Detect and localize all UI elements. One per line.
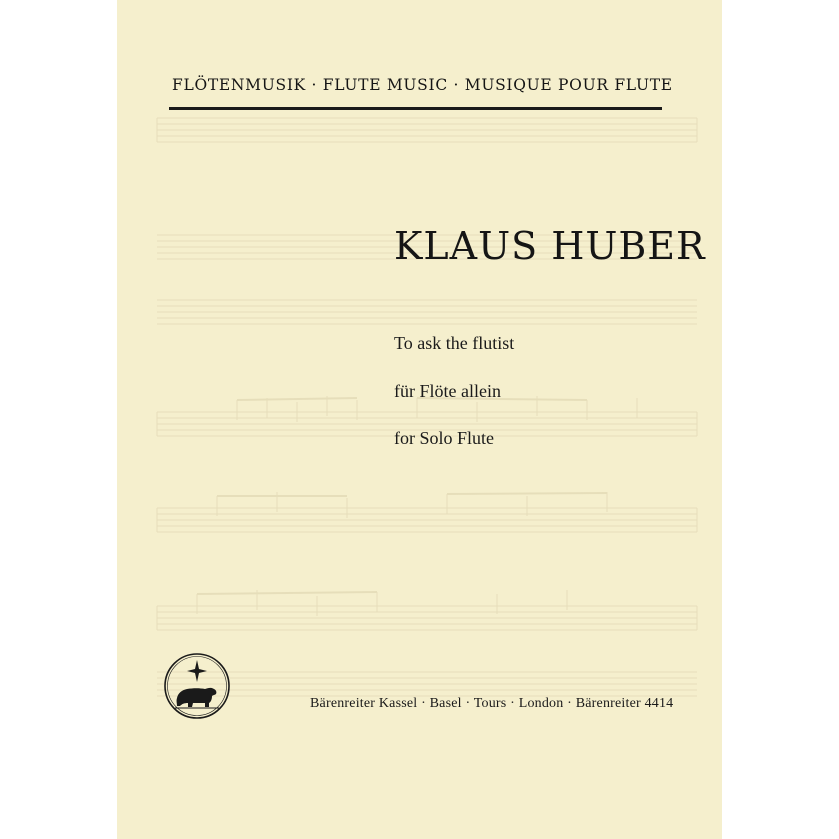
staff-lines-1 bbox=[157, 118, 697, 142]
composer-name: KLAUS HUBER bbox=[394, 224, 706, 268]
barlines bbox=[157, 118, 697, 630]
publisher-imprint: Bärenreiter Kassel · Basel · Tours · London · Bärenreiter 4414 bbox=[310, 696, 674, 711]
work-title: To ask the flutist bbox=[394, 333, 515, 353]
heading-rule bbox=[169, 107, 662, 110]
subtitle-german: für Flöte allein bbox=[394, 381, 501, 401]
score-cover bbox=[117, 0, 722, 839]
staff-lines-5 bbox=[157, 508, 697, 532]
baerenreiter-logo-icon bbox=[163, 652, 231, 720]
star-icon bbox=[187, 660, 207, 682]
staff-lines-3 bbox=[157, 300, 697, 324]
subtitle-english: for Solo Flute bbox=[394, 428, 495, 448]
bear-icon bbox=[177, 688, 217, 707]
staff-lines-6 bbox=[157, 606, 697, 630]
staff-lines-7 bbox=[157, 672, 697, 696]
series-heading: FLÖTENMUSIK · FLUTE MUSIC · MUSIQUE POUR FLUTE bbox=[172, 76, 673, 94]
